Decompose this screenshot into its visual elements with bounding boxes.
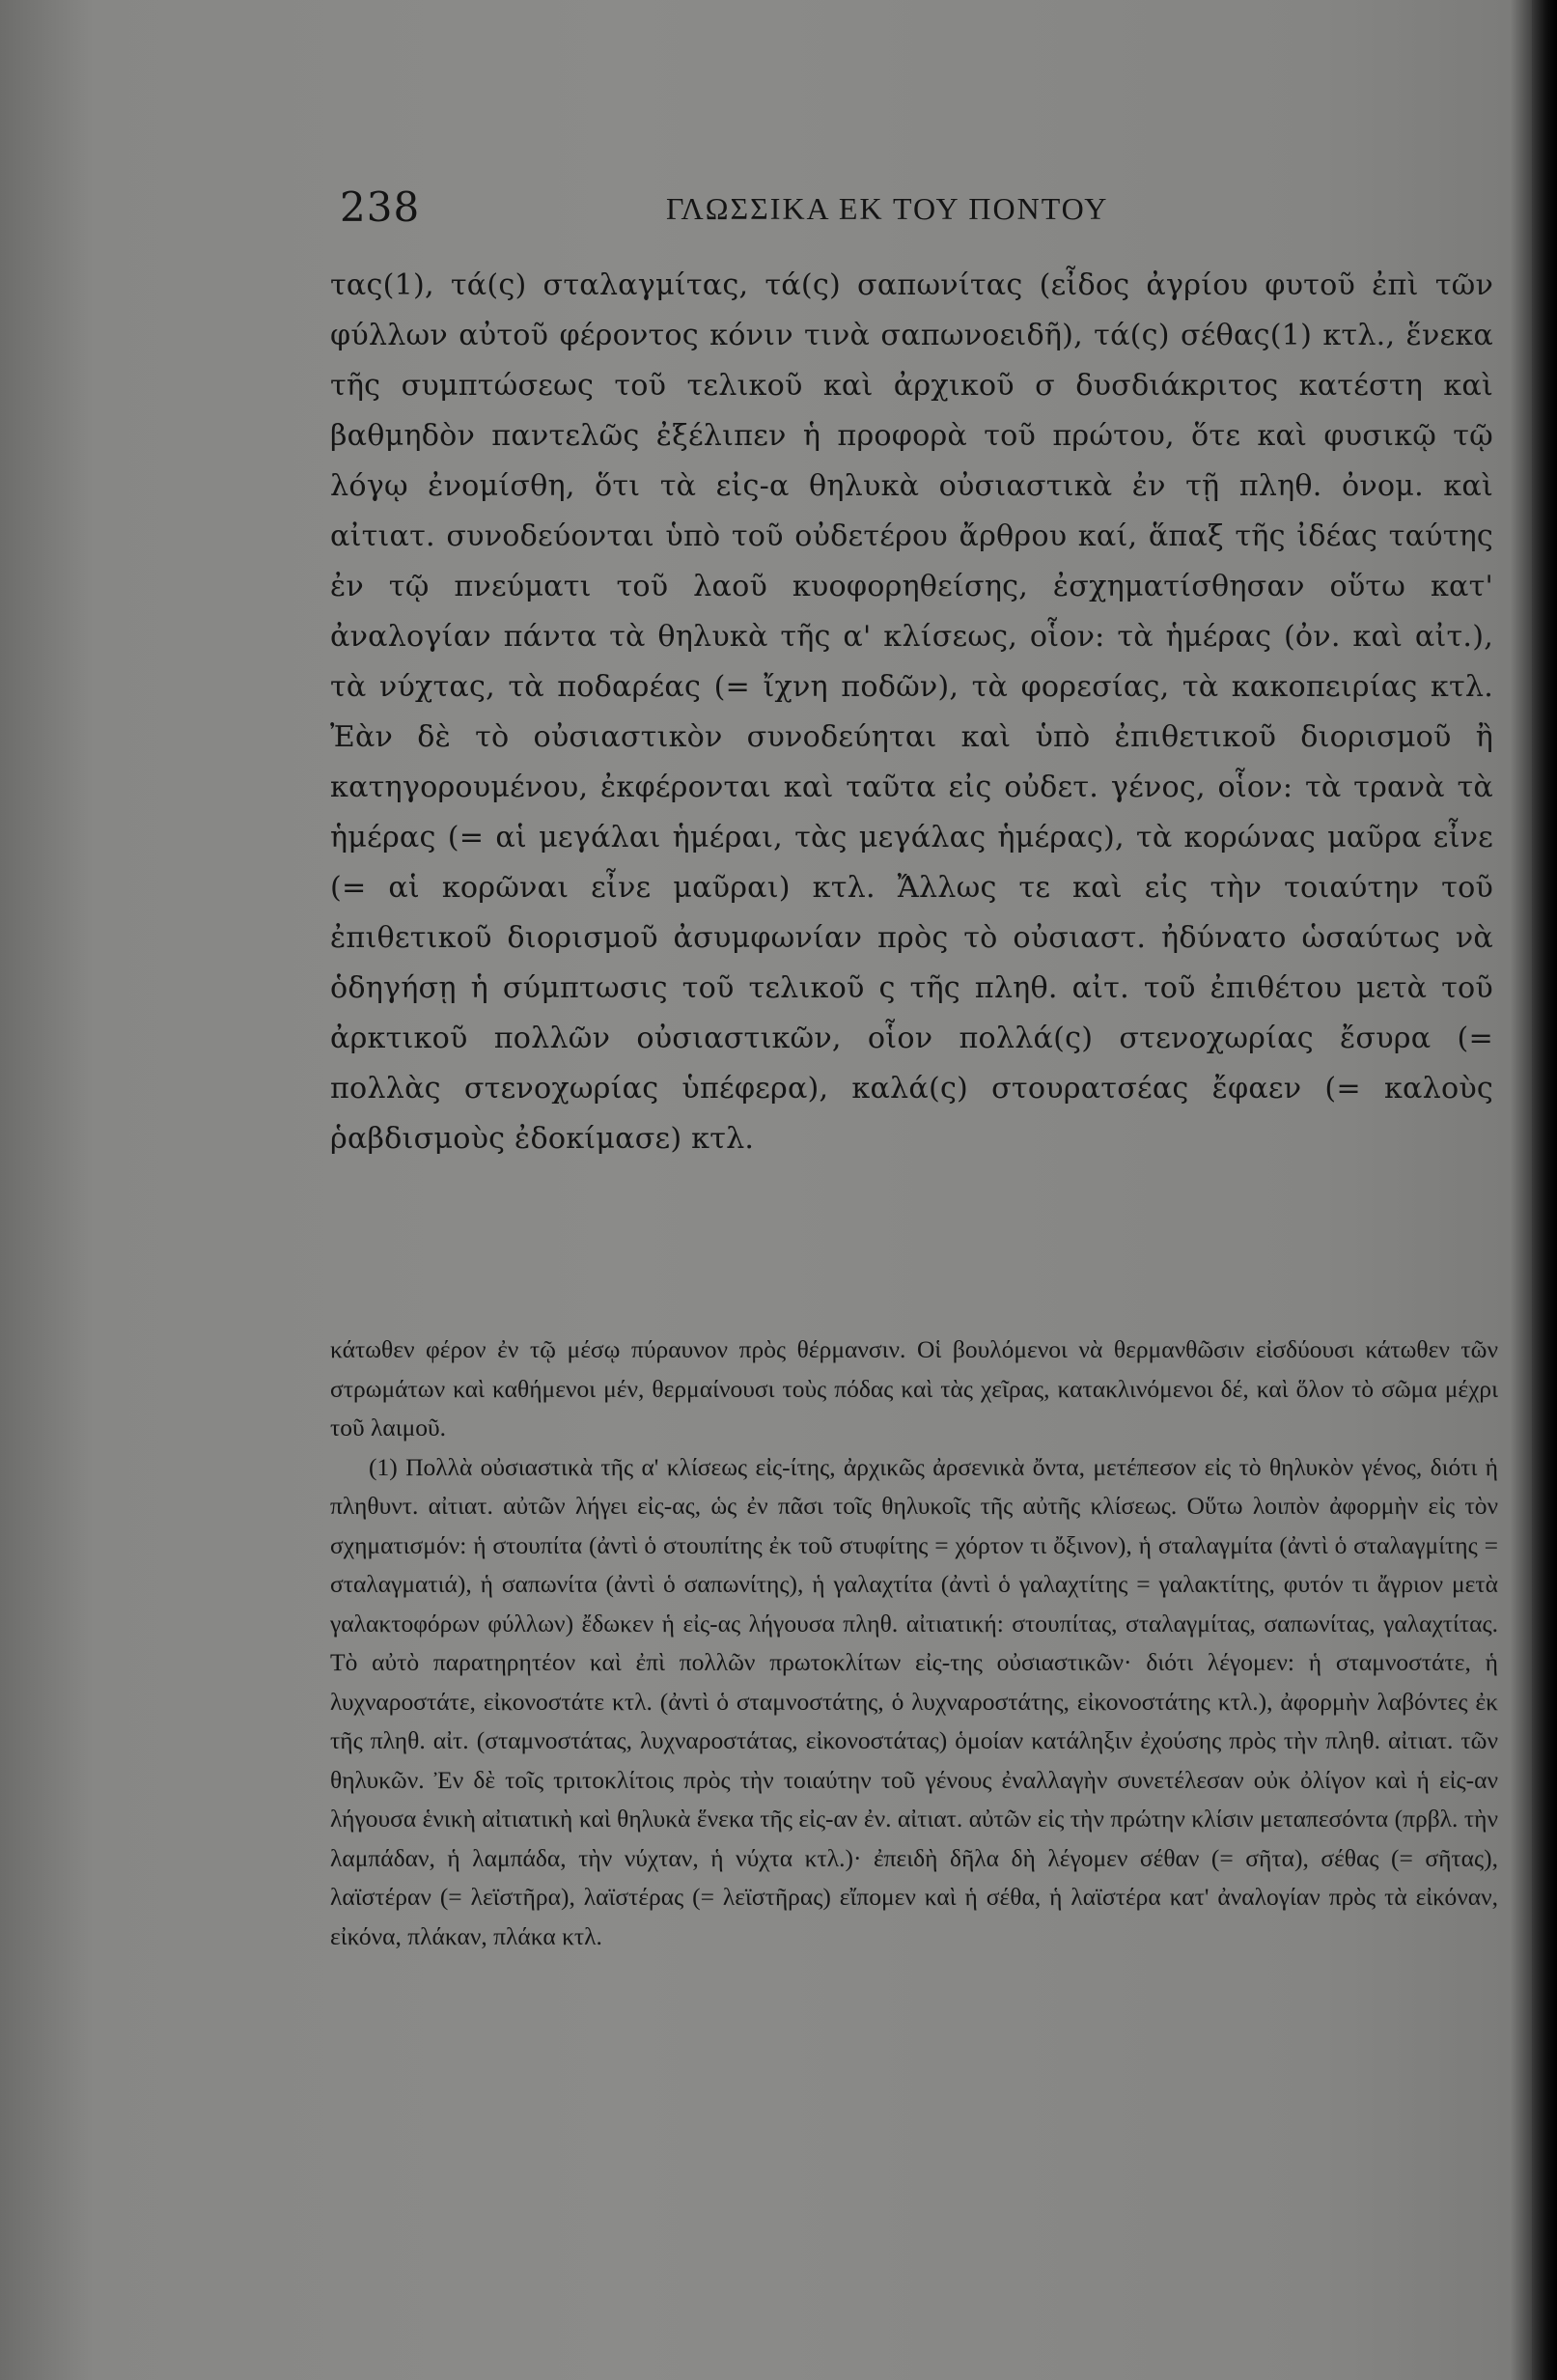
page-number: 238	[340, 183, 421, 231]
footnotes	[330, 1330, 1498, 1956]
page-title: ΓΛΩΣΣΙΚΑ ΕΚ ΤΟΥ ΠΟΝΤΟΥ	[666, 191, 1109, 226]
footnote-1: (1) Πολλὰ οὐσιαστικὰ τῆς α' κλίσεως εἰς-ίτης, ἀρχικῶς ἀρσενικὰ ὄντα, μετέπεσον εἰς τὸ θηλυκὸν γένος, διότι ἡ πληθυντ. αἰτιατ. αὐτῶν λήγει εἰς-ας, ὡς ἐν πᾶσι τοῖς θηλυκοῖς τῆς αὐτῆς κλίσεως. Οὕτω λοιπὸν ἀφορμὴν εἰς τὸν σχηματισμόν: ἡ στουπίτα (ἀντὶ ὁ στουπίτης ἐκ τοῦ στυφίτης = χόρτον τι ὄξινον), ἡ σταλαγμίτα (ἀντὶ ὁ σταλαγμίτης = σταλαγματιά), ἡ σαπωνίτα (ἀντὶ ὁ σαπωνίτης), ἡ γαλαχτίτα (ἀντὶ ὁ γαλαχτίτης = γαλακτίτης, φυτόν τι ἄγριον μετὰ γαλακτοφόρων φύλλων) ἔδωκεν ἡ εἰς-ας λήγουσα πληθ. αἰτιατική: στουπίτας, σταλαγμίτας, σαπωνίτας, γαλαχτίτας. Τὸ αὐτὸ παρατηρητέον καὶ ἐπὶ πολλῶν πρωτοκλίτων εἰς-της οὐσιαστικῶν· διότι λέγομεν: ἡ σταμνοστάτε, ἡ λυχναροστάτε, εἰκονοστάτε κτλ. (ἀντὶ ὁ σταμνοστάτης, ὁ λυχναροστάτης, εἰκονοστάτης κτλ.), ἀφορμὴν λαβόντες ἐκ τῆς πληθ. αἰτ. (σταμνοστάτας, λυχναροστάτας, εἰκονοστάτας) ὁμοίαν κατάληξιν ἐχούσης πρὸς τὴν πληθ. αἰτιατ. τῶν θηλυκῶν. Ἐν δὲ τοῖς τριτοκλίτοις πρὸς τὴν τοιαύτην τοῦ γένους ἐναλλαγὴν συνετέλεσαν οὐκ ὀλίγον καὶ ἡ εἰς-αν λήγουσα ἑνικὴ αἰτιατικὴ καὶ θηλυκὰ ἕνεκα τῆς εἰς-αν ἐν. αἰτιατ. αὐτῶν εἰς τὴν πρώτην κλίσιν μεταπεσόντα (πρβλ. τὴν λαμπάδαν, ἡ λαμπάδα, τὴν νύχταν, ἡ νύχτα κτλ.)· ἐπειδὴ δῆλα δὴ λέγομεν σέθαν (= σῆτα), σέθας (= σῆτας), λαϊστέραν (= λεϊστῆρα), λαϊστέρας (= λεϊστῆρας) εἴπομεν καὶ ἡ σέθα, ἡ λαϊστέρα κατ' ἀναλογίαν πρὸς τὰ εἰκόναν, εἰκόνα, πλάκαν, πλάκα κτλ.	[330, 1452, 1498, 1950]
footnote-continued: κάτωθεν φέρον ἐν τῷ μέσῳ πύραυνον πρὸς θέρμανσιν. Οἱ βουλόμενοι νὰ θερμανθῶσιν εἰσδύουσι κάτωθεν τῶν στρωμάτων καὶ καθήμενοι μέν, θερμαίνουσι τοὺς πόδας καὶ τὰς χεῖρας, κατακλινόμενοι δέ, καὶ ὅλον τὸ σῶμα μέχρι τοῦ λαιμοῦ.	[330, 1335, 1498, 1442]
running-head	[0, 183, 1535, 232]
binding-shadow	[1532, 0, 1557, 2380]
body-text: τας(1), τά(ς) σταλαγμίτας, τά(ς) σαπωνίτας (εἶδος ἀγρίου φυτοῦ ἐπὶ τῶν φύλλων αὐτοῦ φέροντος κόνιν τινὰ σαπωνοειδῆ), τά(ς) σέθας(1) κτλ., ἕνεκα τῆς συμπτώσεως τοῦ τελικοῦ καὶ ἀρχικοῦ σ δυσδιάκριτος κατέστη καὶ βαθμηδὸν παντελῶς ἐξέλιπεν ἡ προφορὰ τοῦ πρώτου, ὅτε καὶ φυσικῷ τῷ λόγῳ ἐνομίσθη, ὅτι τὰ εἰς-α θηλυκὰ οὐσιαστικὰ ἐν τῇ πληθ. ὀνομ. καὶ αἰτιατ. συνοδεύονται ὑπὸ τοῦ οὐδετέρου ἄρθρου καί, ἅπαξ τῆς ἰδέας ταύτης ἐν τῷ πνεύματι τοῦ λαοῦ κυοφορηθείσης, ἐσχηματίσθησαν οὕτω κατ' ἀναλογίαν πάντα τὰ θηλυκὰ τῆς α' κλίσεως, οἷον: τὰ ἡμέρας (ὀν. καὶ αἰτ.), τὰ νύχτας, τὰ ποδαρέας (= ἴχνη ποδῶν), τὰ φορεσίας, τὰ κακοπειρίας κτλ. Ἐὰν δὲ τὸ οὐσιαστικὸν συνοδεύηται καὶ ὑπὸ ἐπιθετικοῦ διορισμοῦ ἢ κατηγορουμένου, ἐκφέρονται καὶ ταῦτα εἰς οὐδετ. γένος, οἷον: τὰ τρανὰ τὰ ἡμέρας (= αἱ μεγάλαι ἡμέραι, τὰς μεγάλας ἡμέρας), τὰ κορώνας μαῦρα εἶνε (= αἱ κορῶναι εἶνε μαῦραι) κτλ. Ἄλλως τε καὶ εἰς τὴν τοιαύτην τοῦ ἐπιθετικοῦ διορισμοῦ ἀσυμφωνίαν πρὸς τὸ οὐσιαστ. ἠδύνατο ὡσαύτως νὰ ὁδηγήσῃ ἡ σύμπτωσις τοῦ τελικοῦ ς τῆς πληθ. αἰτ. τοῦ ἐπιθέτου μετὰ τοῦ ἀρκτικοῦ πολλῶν οὐσιαστικῶν, οἷον πολλά(ς) στενοχωρίας ἔσυρα (= πολλὰς στενοχωρίας ὑπέφερα), καλά(ς) στουρατσέας ἔφαεν (= καλοὺς ῥαβδισμοὺς ἐδοκίμασε) κτλ.	[330, 268, 1493, 1156]
